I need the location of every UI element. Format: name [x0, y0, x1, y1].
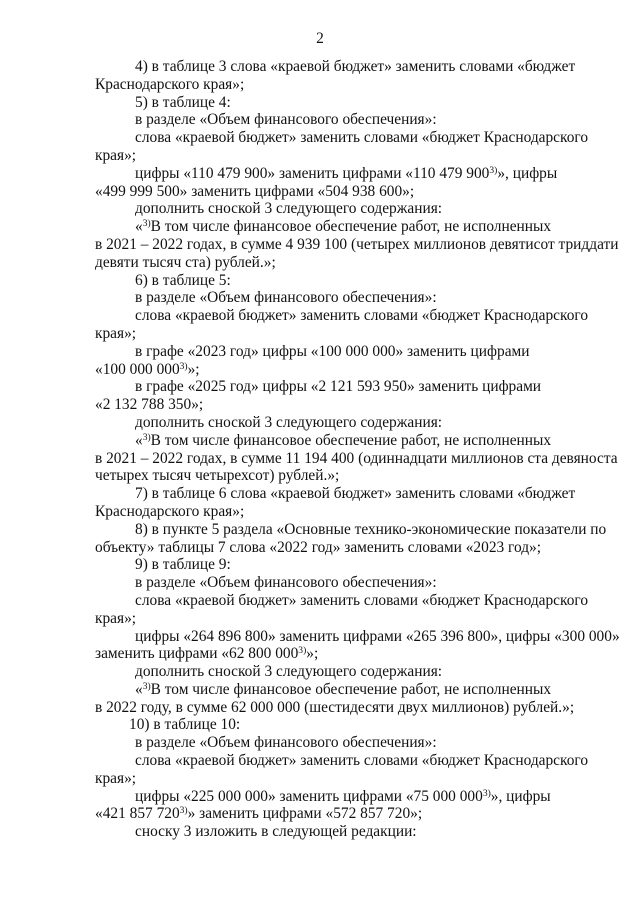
text-line: [95, 147, 615, 165]
text-line: [95, 645, 615, 663]
text-segment: дополнить сноской 3 следующего содержания:: [135, 663, 443, 681]
text-segment: края»;: [95, 769, 137, 787]
text-line: [95, 235, 619, 254]
text-segment: цифры «225 000 000» заменить цифрами «75 000 000: [135, 787, 483, 805]
text-line: [95, 289, 615, 307]
text-segment: дополнить сноской 3 следующего содержания:: [135, 200, 443, 218]
text-line: [95, 272, 615, 290]
text-line: [95, 183, 615, 201]
text-segment: слова «краевой бюджет» заменить словами «бюджет Краснодарского: [135, 129, 589, 147]
text-segment: 4) в таблице 3 слова «краевой бюджет» заменить словами «бюджет: [135, 58, 576, 75]
text-line: [95, 396, 615, 414]
text-segment: », цифры: [497, 164, 558, 182]
text-segment: четырех тысяч четырехсот) рублей.»;: [95, 467, 340, 485]
text-segment: цифры «110 479 900» заменить цифрами «110 479 900: [135, 164, 490, 182]
text-line: [95, 325, 615, 343]
text-segment: Краснодарского края»;: [95, 502, 245, 520]
text-segment: 10) в таблице 10:: [129, 716, 241, 734]
footnote-marker: 3): [489, 165, 498, 177]
footnote-marker: 3): [298, 645, 307, 657]
text-line: [95, 823, 615, 841]
text-segment: »;: [306, 645, 319, 663]
text-line: [95, 58, 615, 76]
text-line: [95, 805, 615, 823]
footnote-marker: 3): [179, 360, 188, 372]
text-segment: «100 000 000: [95, 360, 180, 378]
text-segment: », цифры: [490, 787, 551, 805]
text-line: [95, 467, 615, 485]
text-segment: 5) в таблице 4:: [135, 93, 231, 111]
text-line: [95, 770, 615, 788]
text-segment: дополнить сноской 3 следующего содержания:: [135, 413, 443, 431]
text-line: [95, 254, 615, 272]
text-line: [95, 432, 615, 450]
text-segment: » заменить цифрами «572 857 720»;: [187, 805, 423, 823]
text-line: [95, 716, 615, 734]
text-line: [95, 94, 615, 112]
text-line: [95, 663, 615, 681]
text-segment: В том числе финансовое обеспечение работ, не исполненных: [150, 431, 552, 449]
text-line: [95, 788, 615, 806]
text-segment: в разделе «Объем финансового обеспечения»:: [135, 574, 437, 592]
text-line: [95, 111, 615, 129]
text-segment: слова «краевой бюджет» заменить словами «бюджет Краснодарского: [135, 307, 589, 325]
text-segment: Краснодарского края»;: [95, 75, 245, 93]
text-segment: «421 857 720: [95, 805, 180, 823]
text-line: [95, 485, 615, 503]
text-segment: в 2022 году, в сумме 62 000 000 (шестидесяти двух миллионов) рублей.»;: [95, 698, 575, 716]
text-segment: девяти тысяч ста) рублей.»;: [95, 253, 276, 271]
text-line: [95, 521, 615, 539]
text-segment: в графе «2025 год» цифры «2 121 593 950» заменить цифрами: [135, 378, 542, 396]
text-line: [95, 449, 618, 468]
footnote-marker: 3): [142, 681, 151, 693]
document-body: [95, 58, 620, 841]
text-segment: сноску 3 изложить в следующей редакции:: [135, 823, 417, 841]
text-segment: «: [135, 218, 143, 236]
text-line: [95, 610, 615, 628]
text-segment: «: [135, 680, 143, 698]
text-segment: 8) в пункте 5 раздела «Основные технико-экономические показатели по: [135, 520, 607, 538]
text-line: [95, 752, 615, 770]
text-segment: в графе «2023 год» цифры «100 000 000» заменить цифрами: [135, 342, 530, 360]
text-line: [95, 361, 615, 379]
text-segment: в разделе «Объем финансового обеспечения»:: [135, 289, 437, 307]
text-line: [95, 307, 615, 325]
footnote-marker: 3): [482, 787, 491, 799]
footnote-marker: 3): [142, 218, 151, 230]
text-segment: края»;: [95, 324, 137, 342]
text-segment: слова «краевой бюджет» заменить словами «бюджет Краснодарского: [135, 752, 589, 770]
text-segment: в разделе «Объем финансового обеспечения»:: [135, 734, 437, 752]
text-line: [95, 378, 615, 396]
text-line: [95, 165, 615, 183]
text-segment: «2 132 788 350»;: [95, 396, 204, 414]
text-segment: слова «краевой бюджет» заменить словами «бюджет Краснодарского: [135, 591, 589, 609]
text-line: [95, 574, 615, 592]
text-segment: заменить цифрами «62 800 000: [95, 645, 299, 663]
text-segment: «: [135, 431, 143, 449]
text-line: [95, 343, 615, 361]
text-line: [95, 681, 615, 699]
text-segment: «499 999 500» заменить цифрами «504 938 600»;: [95, 182, 415, 200]
text-segment: 9) в таблице 9:: [135, 556, 231, 574]
text-line: [95, 414, 615, 432]
text-segment: В том числе финансовое обеспечение работ, не исполненных: [150, 218, 552, 236]
text-line: [95, 699, 615, 717]
text-line: [95, 556, 615, 574]
text-line: [95, 200, 615, 218]
text-segment: края»;: [95, 609, 137, 627]
text-segment: в разделе «Объем финансового обеспечения»:: [135, 111, 437, 129]
text-line: [95, 218, 615, 236]
text-line: [95, 76, 615, 94]
text-segment: края»;: [95, 146, 137, 164]
text-line: [95, 627, 620, 646]
text-segment: »;: [187, 360, 200, 378]
text-segment: цифры «264 896 800» заменить цифрами «265 396 800», цифры «300 000»: [135, 627, 620, 645]
text-line: [95, 503, 615, 521]
text-line: [95, 539, 615, 557]
text-line: [95, 129, 615, 147]
text-line: [95, 592, 615, 610]
footnote-marker: 3): [179, 805, 188, 817]
footnote-marker: 3): [142, 431, 151, 443]
page-number: 2: [316, 30, 324, 47]
text-segment: В том числе финансовое обеспечение работ, не исполненных: [150, 680, 552, 698]
text-line: [95, 734, 615, 752]
text-segment: 6) в таблице 5:: [135, 271, 231, 289]
text-segment: в 2021 – 2022 годах, в сумме 4 939 100 (четырех миллионов девятисот триддати: [95, 235, 619, 253]
text-segment: объекту» таблицы 7 слова «2022 год» заменить словами «2023 год»;: [95, 538, 542, 556]
text-segment: в 2021 – 2022 годах, в сумме 11 194 400 (одиннадцати миллионов ста девяноста: [95, 449, 618, 467]
text-segment: 7) в таблице 6 слова «краевой бюджет» заменить словами «бюджет: [135, 485, 576, 503]
